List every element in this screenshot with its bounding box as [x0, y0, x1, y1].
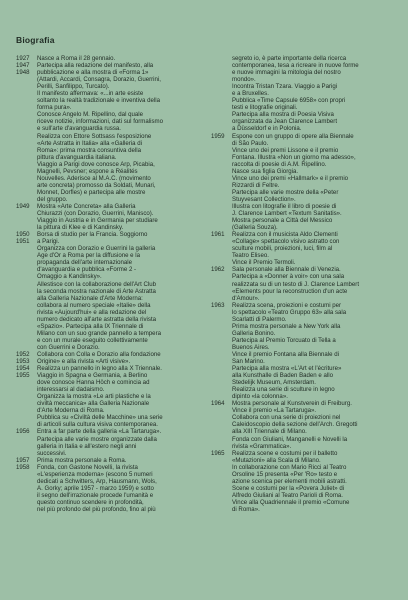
biography-entry	[16, 464, 206, 513]
entry-text: Prima mostra personale a Roma.	[37, 456, 127, 464]
left-column	[16, 55, 206, 513]
entry-text: Nasce a Roma il 28 gennaio.	[37, 55, 116, 62]
entry-year: 1963	[211, 301, 225, 309]
biography-entry	[211, 55, 401, 133]
entry-year: 1962	[211, 266, 225, 274]
biography-entry	[16, 457, 206, 464]
biography-entry	[211, 450, 401, 513]
entry-year: 1958	[16, 463, 30, 471]
entry-text: Espone con un gruppo di opere alla Biennale di São Paulo. Vince uno dei premi Lissone e il premio Fontana. Illustra «Non un giorno ma adesso», raccolta di poesie di A.M. Ripellino. Nasce sua figlia Giorgia. Vince uno dei premi «Hallmark» e il premio Rizzardi di Feltre. Partecipa alle varie mostre della «Peter Stuyvesant Collection». Illustra con litografie il libro di poesie di J. Clarence Lambert «Textum Sanitatis». Mostra personale a Città del Messico (Galleria Souza).	[232, 132, 356, 232]
biography-entry	[16, 55, 206, 62]
entry-year: 1954	[16, 365, 30, 373]
entry-year: 1947	[16, 62, 30, 70]
entry-text: Realizza scene e costumi per il balletto «Mutazioni» alla Scala di Milano. In collaborazione con Mario Ricci al Teatro Orsoline 15 presenta «Per 'Ro» testo e azione scenica per elementi mobili astratti. Scene e costumi per la «Povera Juliet» di Alfredo Giuliani al Teatro Parioli di Roma. Vince alla Quadriennale il premio «Comune di Roma».	[232, 449, 350, 513]
biography-entry	[16, 231, 206, 238]
entry-year: 1955	[16, 372, 30, 380]
entry-year: 1948	[16, 69, 30, 77]
entry-text: pubblicazione e alla mostra di «Forma 1» (Attardi, Accardi, Consagra, Dorazio, Guerrini, Perilli, Sanfilippo, Turcato). Il manifesto affermava: «...in arte esiste soltanto la realtà tradizionale e inventiva della forma pura». Conosce Angelo M. Ripellino, dal quale riceve notizie, informazioni, dati sul formalismo e sull'arte d'avanguardia russa. Realizza con Ettore Sottsass l'esposizione «Arte Astratta in Italia» alla «Galleria di Roma»: prima mostra consuntiva della pittura d'avanguardia italiana. Viaggio a Parigi dove conosce Arp, Picabia, Magnelli, Pevsner; espone a Réalités Nouvelles. Aderisce al M.A.C. (movimento arte concreta) promosso da Soldati, Munari, Monnet, Dorfles) e partecipa alle mostre del gruppo.	[37, 69, 163, 203]
entry-text: Realizza un pannello in legno alla X Triennale.	[37, 365, 163, 373]
entry-text: Realizza scena, proiezioni e costumi per lo spettacolo «Teatro Gruppo 63» alla sala Scarlatti di Palermo. Prima mostra personale a New York alla Galleria Bonino. Partecipa al Premio Torcuato di Tella a Buenos Aires. Vince il premio Fontana alla Biennale di San Marino. Partecipa alla mostra «L'Art et l'écriture» alla Kunsthalle di Baden Baden e allo Stedelijk Museum, Amsterdam. Realizza una serie di sculture in legno dipinto «la colonna».	[232, 301, 347, 401]
biography-entry	[16, 428, 206, 456]
entry-text: a Parigi. Organizza con Dorazio e Guerrini la galleria Age d'Or a Roma per la diffusione e la propaganda dell'arte internazionale d'avanguardia e pubblica «Forme 2 - Omaggio a Kandinsky». Allestisce con la collaborazione dell'Art Club la seconda mostra nazionale di Arte Astratta alla Galleria Nazionale d'Arte Moderna: collabora al numero speciale «Italie» della rivista «Aujourd'hui» e alla redazione del numero dedicato all'arte astratta della rivista «Spazio». Partecipa alla IX Triennale di Milano con un suo grande pannello a tempera e con un murale eseguito collettivamente con Guerrini e Dorazio.	[37, 238, 161, 351]
biography-entry	[211, 400, 401, 449]
biography-entry	[211, 266, 401, 301]
biography-entry	[211, 302, 401, 401]
entry-text: Mostra personale al Kunstverein di Freiburg. Vince il premio «La Tartaruga». Collabora con una serie di proiezioni nel Caleidoscopio della sezione dell'Arch. Gregotti alla XIII Triennale di Milano. Fonda con Giuliani, Manganelli e Novelli la rivista «Grammatica».	[232, 400, 358, 450]
entry-year: 1951	[16, 238, 30, 246]
entry-year: 1949	[16, 202, 30, 210]
entry-year: 1964	[211, 400, 225, 408]
entry-text: Collabora con Colla e Dorazio alla fondazione	[37, 350, 161, 358]
entry-text: Mostra «Arte Concreta» alla Galleria Chiurazzi (con Dorazio, Guerrini, Manisco). Viaggio in Austria e in Germania per studiare la pittura di Klee e di Kandinsky.	[37, 202, 158, 232]
biography-entry	[16, 372, 206, 428]
entry-year: 1956	[16, 428, 30, 436]
biography-entry	[211, 133, 401, 232]
entry-year: 1953	[16, 358, 30, 366]
entry-year: 1959	[211, 132, 225, 140]
entry-year: 1961	[211, 231, 225, 239]
entry-year: 1952	[16, 350, 30, 358]
entry-text: Entra a far parte della galleria «La Tartaruga». Partecipa alle varie mostre organizzate dalla galleria in Italia e all'estero negli anni successivi.	[37, 428, 162, 457]
biography-entry	[16, 238, 206, 351]
biography-entry	[16, 365, 206, 372]
entry-text: Sala personale alla Biennale di Venezia. Partecipa a «Donner à voir» con una sala realizzata su di un testo di J. Clarence Lambert «Elements pour la reconstruction d'un acte d'Amour».	[232, 266, 360, 302]
entry-year: 1965	[211, 449, 225, 457]
entry-year: 1957	[16, 456, 30, 464]
entry-text: Origine» e alla rivista «Arti visive».	[37, 358, 131, 366]
biography-entry	[16, 203, 206, 231]
entry-text: Fonda, con Gastone Novelli, la rivista «L'esperienza moderna» (escono 5 numeri dedicati a Schwitters, Arp, Hausmann, Wols, A. Gorky; aprile 1957 - marzo 1959) e sotto il segno dell'irrazionale procede l'umanità e questo continuo scendere in profondità, nel più profondo del più profondo, fino al più	[37, 463, 157, 513]
page-title: Biografia	[16, 35, 55, 45]
biography-entry	[16, 62, 206, 69]
entry-text: Partecipa alla redazione del manifesto, alla	[37, 62, 154, 70]
entry-year	[211, 55, 232, 133]
entry-year: 1950	[16, 231, 30, 239]
biography-entry	[16, 351, 206, 358]
entry-text: Borsa di studio per la Francia. Soggiorno	[37, 231, 148, 239]
entry-text: Viaggio in Spagna e Germania, a Berlino dove conosce Hanna Höch e comincia ad interessarsi al dadaismo. Organizza la mostra «Le arti plastiche e la civiltà meccanica» alla Galleria Nazionale d'Arte Moderna di Roma. Pubblica su «Civiltà delle Macchine» una serie di articoli sulla cultura visiva contemporanea.	[37, 372, 163, 429]
biography-entry	[16, 69, 206, 203]
entry-year: 1927	[16, 55, 30, 62]
entry-text: segreto io, è parte importante della ricerca contemporanea, tesa a ricreare in nuove forme e nuove immagini la mitologia del nostro mondo». Incontra Tristan Tzara. Viaggio a Parigi e a Bruxelles. Pubblica «Time Capsule 6958» con propri testi e litografie originali. Partecipa alla mostra di Poesia Visiva organizzata da Jean Clarence Lambert a Düsseldorf e in Polonia.	[232, 55, 359, 133]
biography-entry	[211, 231, 401, 266]
biography-entry	[16, 358, 206, 365]
entry-text: Realizza con il musicista Aldo Clementi «Collage» spettacolo visivo astratto con sculture mobili, proiezioni, luci, film al Teatro Eliseo. Vince il Premio Termoli.	[232, 231, 340, 267]
right-column	[211, 55, 401, 513]
